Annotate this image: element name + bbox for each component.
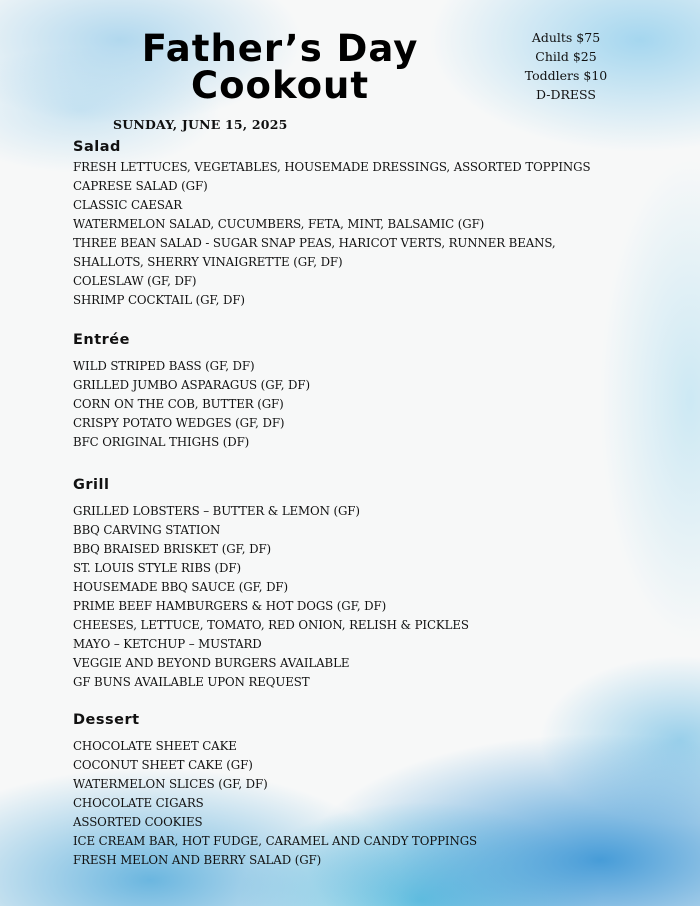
menu-item: WILD STRIPED BASS (GF, DF) (73, 359, 255, 373)
menu-item: WATERMELON SALAD, CUCUMBERS, FETA, MINT, BALSAMIC (GF) (73, 217, 485, 231)
menu-item: WATERMELON SLICES (GF, DF) (73, 777, 268, 791)
page-title (110, 27, 450, 107)
menu-item: CHOCOLATE SHEET CAKE (73, 739, 237, 753)
section-heading: Entrée (73, 332, 130, 348)
menu-item: CHOCOLATE CIGARS (73, 796, 204, 810)
menu-item: BFC ORIGINAL THIGHS (DF) (73, 435, 250, 449)
menu-item: VEGGIE AND BEYOND BURGERS AVAILABLE (73, 656, 350, 670)
menu-item: ASSORTED COOKIES (73, 815, 203, 829)
menu-list (73, 502, 469, 692)
menu-item: CHEESES, LETTUCE, TOMATO, RED ONION, RELISH & PICKLES (73, 618, 469, 632)
price-adults: Adults $75 (531, 30, 601, 45)
menu-item: SHRIMP COCKTAIL (GF, DF) (73, 293, 245, 307)
menu-list (73, 737, 477, 870)
price-child: Child $25 (535, 49, 597, 64)
menu-item: CORN ON THE COB, BUTTER (GF) (73, 397, 284, 411)
section-salad (73, 138, 590, 310)
section-entree (73, 331, 310, 452)
section-heading: Dessert (73, 712, 140, 728)
menu-list (73, 158, 590, 310)
title-line-2: Cookout (190, 64, 370, 107)
menu-item: GRILLED JUMBO ASPARAGUS (GF, DF) (73, 378, 311, 392)
menu-item: FRESH MELON AND BERRY SALAD (GF) (73, 853, 322, 867)
menu-item: BBQ CARVING STATION (73, 523, 221, 537)
menu-item: GF BUNS AVAILABLE UPON REQUEST (73, 675, 310, 689)
menu-item: COCONUT SHEET CAKE (GF) (73, 758, 253, 772)
menu-item: ICE CREAM BAR, HOT FUDGE, CARAMEL AND CANDY TOPPINGS (73, 834, 478, 848)
menu-item: CRISPY POTATO WEDGES (GF, DF) (73, 416, 285, 430)
menu-item: MAYO – KETCHUP – MUSTARD (73, 637, 262, 651)
menu-item: COLESLAW (GF, DF) (73, 274, 197, 288)
menu-list (73, 357, 310, 452)
menu-item: BBQ BRAISED BRISKET (GF, DF) (73, 542, 272, 556)
menu-item: THREE BEAN SALAD - SUGAR SNAP PEAS, HARICOT VERTS, RUNNER BEANS, (73, 236, 556, 250)
price-toddlers: Toddlers $10 (524, 68, 608, 83)
section-dessert (73, 711, 477, 870)
menu-item: SHALLOTS, SHERRY VINAIGRETTE (GF, DF) (73, 255, 343, 269)
section-grill (73, 476, 469, 692)
menu-item: HOUSEMADE BBQ SAUCE (GF, DF) (73, 580, 289, 594)
price-list (516, 28, 616, 104)
section-heading: Grill (73, 477, 110, 493)
menu-item: ST. LOUIS STYLE RIBS (DF) (73, 561, 241, 575)
title-line-1: Father’s Day (141, 27, 419, 70)
dress-code: D-DRESS (536, 87, 596, 102)
menu-item: GRILLED LOBSTERS – BUTTER & LEMON (GF) (73, 504, 360, 518)
menu-item: FRESH LETTUCES, VEGETABLES, HOUSEMADE DRESSINGS, ASSORTED TOPPINGS (73, 160, 591, 174)
menu-item: PRIME BEEF HAMBURGERS & HOT DOGS (GF, DF) (73, 599, 387, 613)
menu-item: CAPRESE SALAD (GF) (73, 179, 208, 193)
menu-item: CLASSIC CAESAR (73, 198, 183, 212)
section-heading: Salad (73, 139, 121, 155)
event-date: SUNDAY, JUNE 15, 2025 (113, 117, 288, 132)
